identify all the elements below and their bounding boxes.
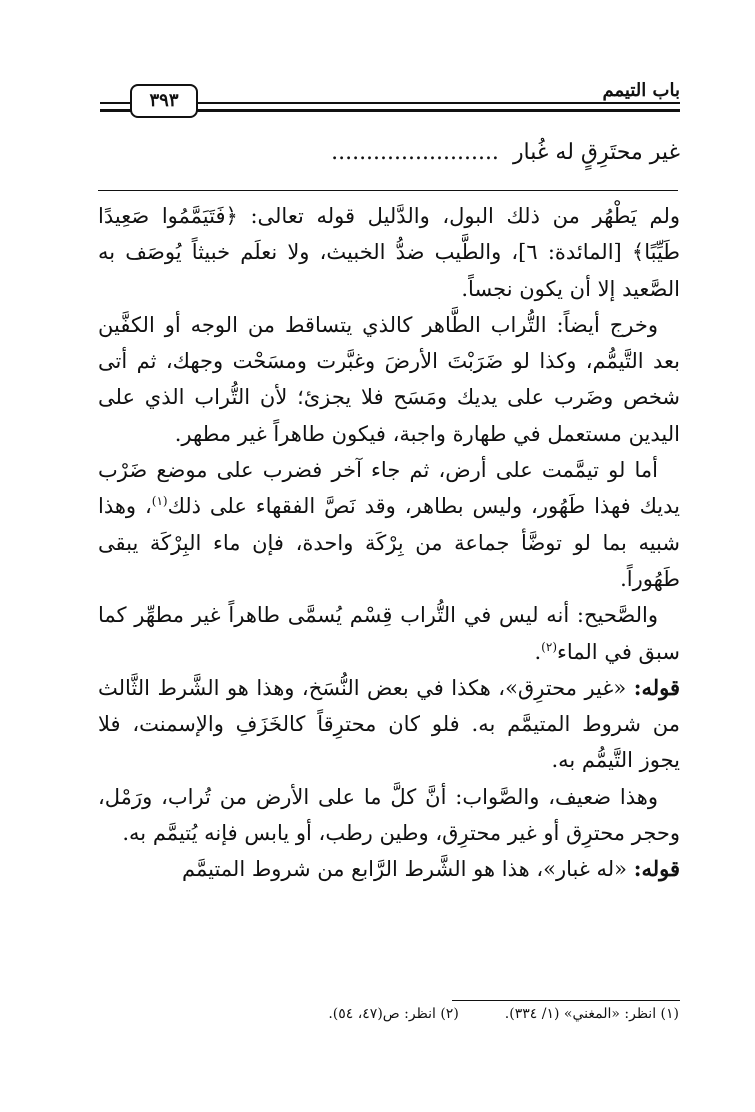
paragraph-text: والصَّحيح: أنه ليس في التُّراب قِسْم يُسمَّى طاهراً غير مطهِّر كما سبق في الماء (98, 603, 680, 664)
chapter-title: باب التيمم (597, 80, 680, 101)
paragraph-text: «غير محترِق»، هكذا في بعض النُّسَخ، وهذا هو الشَّرط الثَّالث من شروط المتيمَّم به. فلو كان محترِقاً كالخَزَفِ والإسمنت، فلا يجوز التَّيمُّم به. (98, 675, 680, 773)
qawluhu-label: قوله: (633, 674, 680, 700)
paragraph: وهذا ضعيف، والصَّواب: أنَّ كلَّ ما على الأرض من تُراب، ورَمْل، وحجر محترِق أو غير محترِق، وطين رطب، أو يابس فإنه يُتيمَّم به. (98, 784, 680, 846)
paragraph (98, 851, 680, 887)
footnotes (79, 1006, 679, 1022)
footnote-ref: (١) (151, 494, 168, 509)
commentary-text (98, 198, 680, 888)
paragraph: وخرج أيضاً: التُّراب الطَّاهر كالذي يتساقط من الوجه أو الكفَّين بعد التَّيمُّم، وكذا لو ضَرَبْتَ الأرضَ وغبَّرت ومسَحْت وجهك، ثم أتى شخص وضَرب على يديك ومَسَح فلا يجزئ؛ لأن التُّراب الذي على اليدين مستعمل في طهارة واجبة، فيكون طاهراً غير مطهر. (98, 312, 680, 446)
paragraph (98, 670, 680, 779)
matn-text: غير محتَرِقٍ له غُبار (512, 140, 680, 165)
paragraph (98, 452, 680, 597)
section-rule (98, 190, 678, 191)
page-number: ٣٩٣ (130, 84, 198, 118)
paragraph: ولم يَطْهُر من ذلك البول، والدَّليل قوله تعالى: ﴿فَتَيَمَّمُوا صَعِيدًا طَيِّبًا﴾ [المائدة: ٦]، والطَّيب ضدُّ الخبيث، ولا نعلَم خبيثاً يُوصَف به الصَّعيد إلا أن يكون نجساً. (98, 204, 680, 301)
qawluhu-label: قوله: (633, 856, 680, 882)
paragraph-text: أما لو تيمَّمت على أرض، ثم جاء آخر فضرب على موضع ضَرْب يديك فهذا طَهُور، وليس بطاهر، وقد نَصَّ الفقهاء على ذلك (98, 458, 680, 519)
footnote: (١) انظر: «المغني» (١/ ٣٣٤). (504, 1006, 679, 1022)
paragraph (98, 597, 680, 670)
footnote-rule (452, 1000, 680, 1001)
footnote: (٢) انظر: ص(٤٧، ٥٤). (328, 1006, 459, 1022)
paragraph-text: ، وهذا شبيه بما لو توضَّأ جماعة من بِرْكَة واحدة، فإن ماء البِرْكَة يبقى طَهُوراً. (98, 494, 680, 591)
footnote-ref: (٢) (541, 639, 557, 654)
page-header (100, 80, 680, 124)
matn-dots: ........................ (331, 140, 499, 165)
paragraph-text: «له غبار»، هذا هو الشَّرط الرَّابع من شروط المتيمَّم (181, 857, 634, 882)
matn-line (75, 140, 680, 180)
paragraph-text: . (534, 639, 542, 664)
